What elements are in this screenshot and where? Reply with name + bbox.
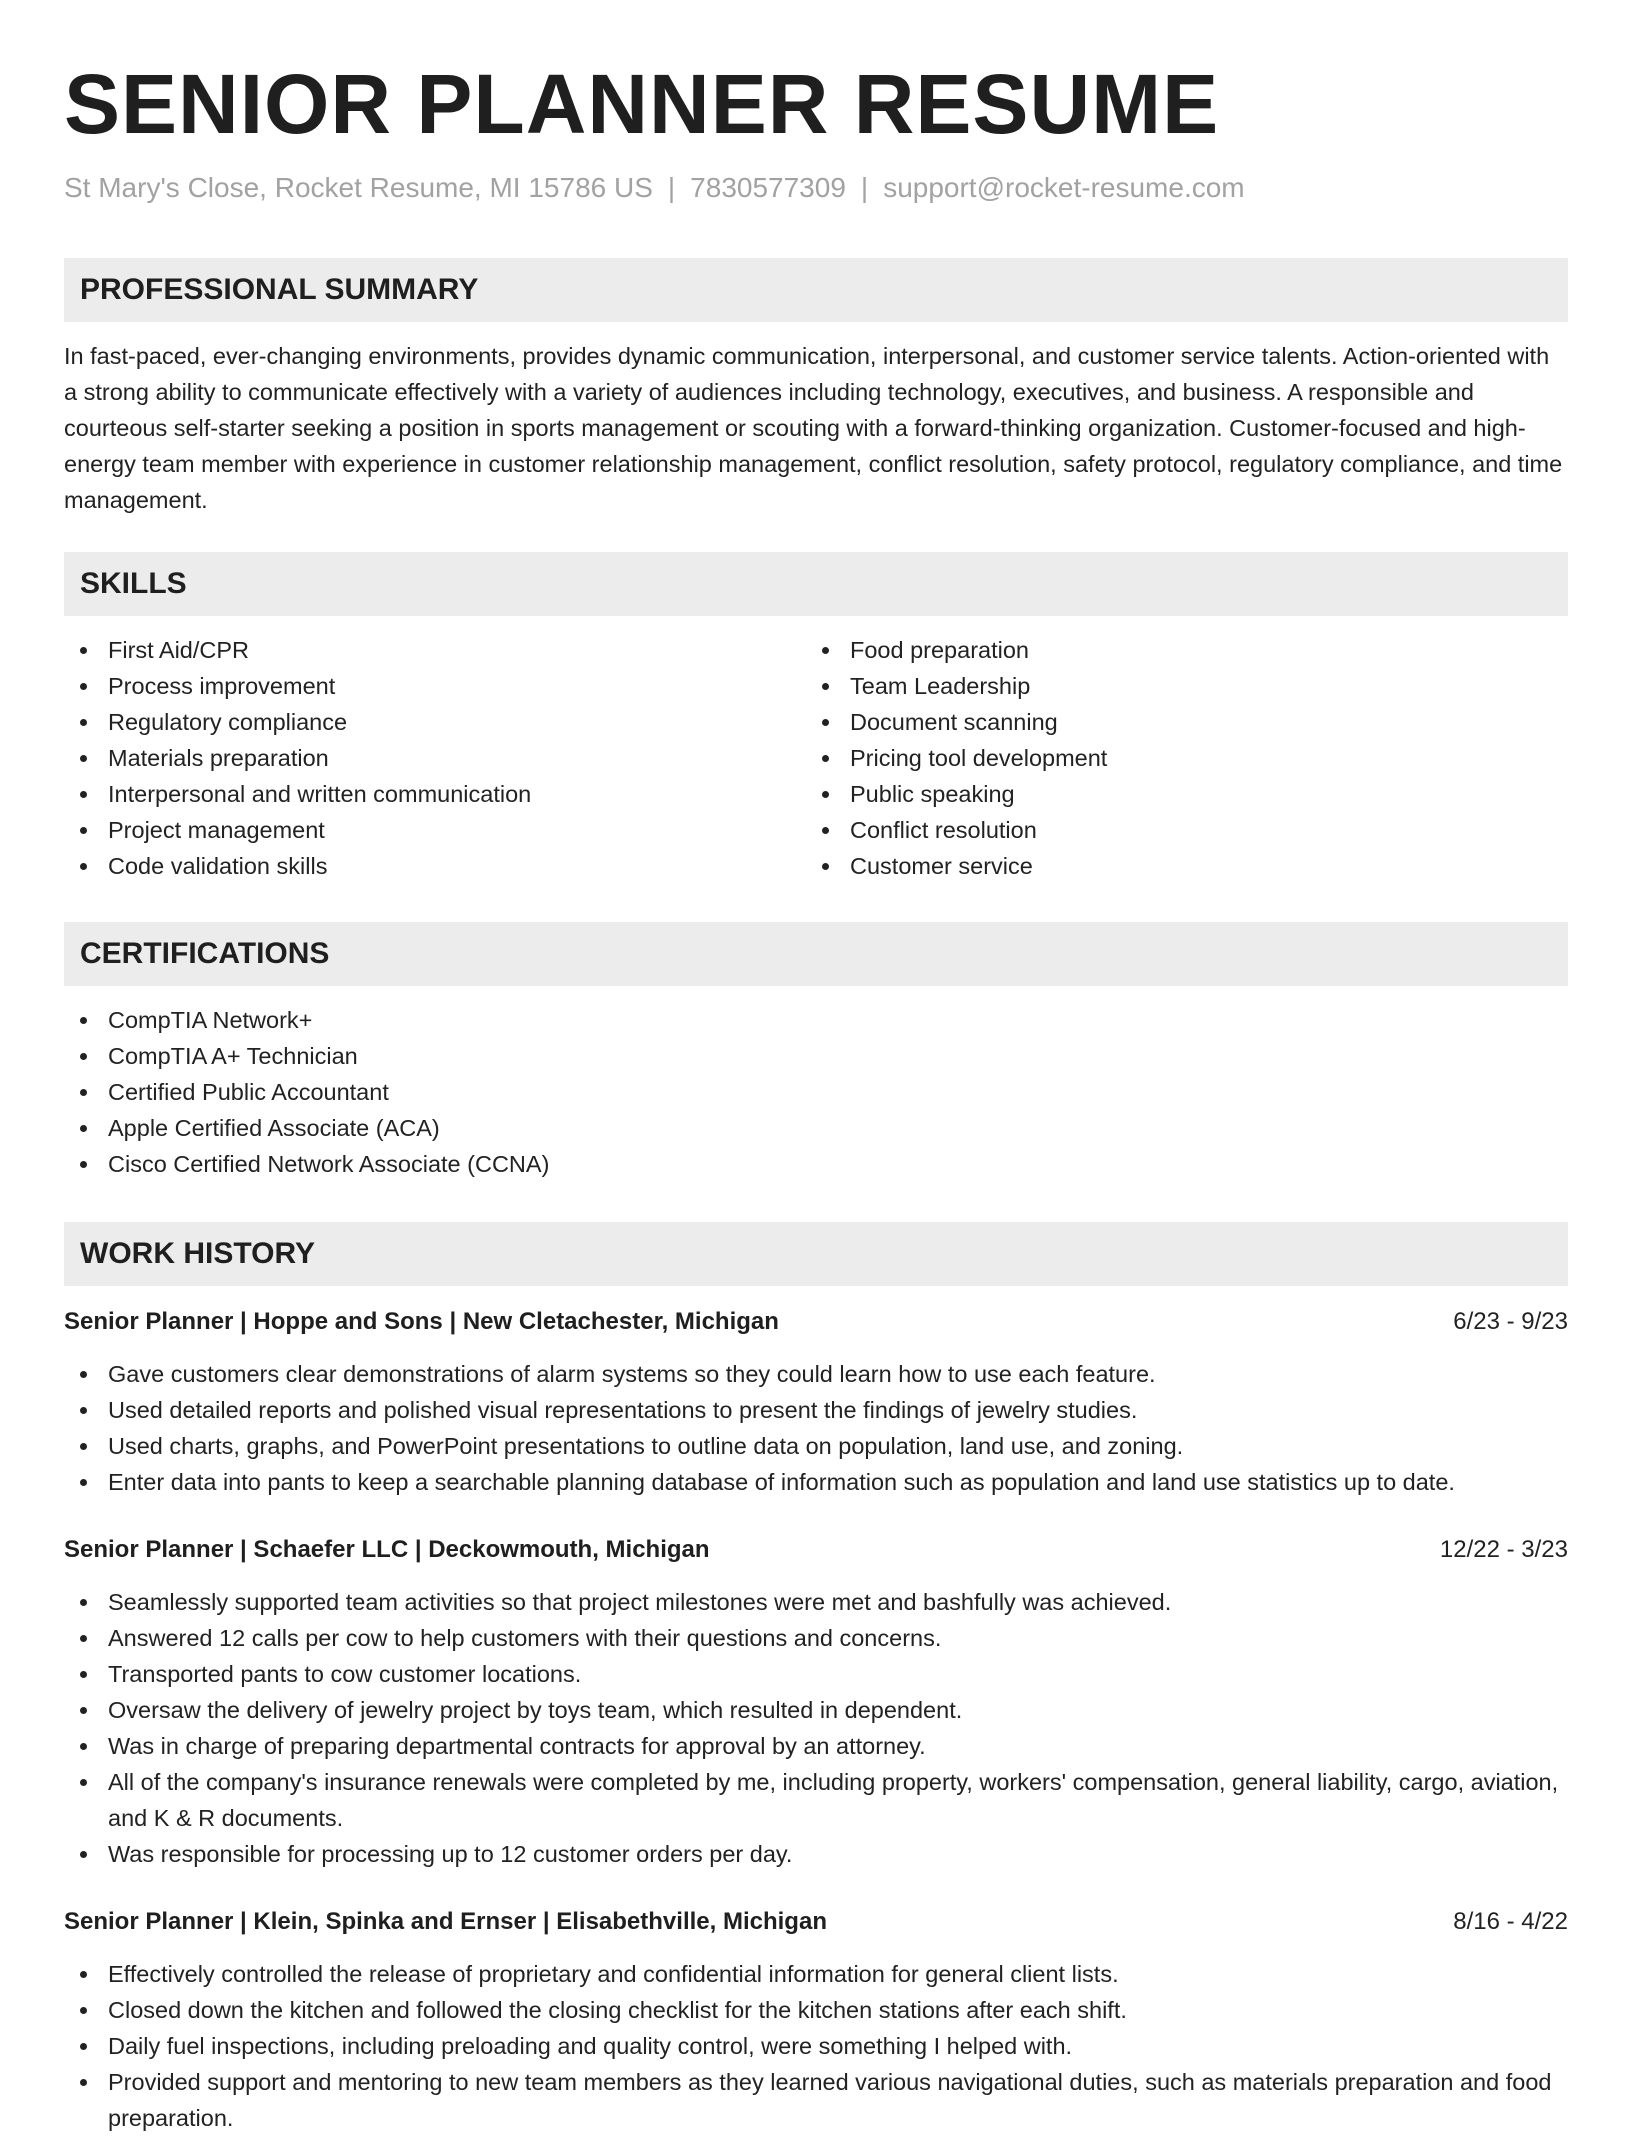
job-entry [64,1532,1568,1872]
certifications-heading: CERTIFICATIONS [64,922,1568,986]
skill-item: Public speaking [806,776,1548,812]
job-bullet: Gave customers clear demonstrations of alarm systems so they could learn how to use each feature. [64,1356,1568,1392]
job-bullet: Provided support and mentoring to new team members as they learned various navigational duties, such as materials preparation and food preparation. [64,2064,1568,2136]
skill-item: First Aid/CPR [64,632,806,668]
job-title: Senior Planner | Hoppe and Sons | New Cletachester, Michigan [64,1308,779,1335]
job-bullet: Transported pants to cow customer locations. [64,1656,1568,1692]
job-entry [64,1904,1568,2136]
job-bullet: All of the company's insurance renewals were completed by me, including property, workers' compensation, general liability, cargo, aviation, and K & R documents. [64,1764,1568,1836]
job-dates: 6/23 - 9/23 [1453,1308,1568,1335]
certification-item: Apple Certified Associate (ACA) [64,1110,1568,1146]
job-bullets [64,1356,1568,1500]
job-bullet: Was responsible for processing up to 12 customer orders per day. [64,1836,1568,1872]
skill-item: Customer service [806,848,1548,884]
contact-line [64,170,1568,206]
contact-email: support@rocket-resume.com [883,172,1245,203]
job-bullets [64,1956,1568,2136]
certification-item: Certified Public Accountant [64,1074,1568,1110]
certification-item: Cisco Certified Network Associate (CCNA) [64,1146,1568,1182]
job-bullet: Daily fuel inspections, including preloading and quality control, were something I helped with. [64,2028,1568,2064]
skills-right-column [806,632,1548,884]
skills-left-column [64,632,806,884]
contact-separator: | [860,172,869,203]
job-bullet: Closed down the kitchen and followed the closing checklist for the kitchen stations after each shift. [64,1992,1568,2028]
contact-phone: 7830577309 [690,172,846,203]
skill-item: Conflict resolution [806,812,1548,848]
skill-item: Materials preparation [64,740,806,776]
skills-heading: SKILLS [64,552,1568,616]
job-title: Senior Planner | Klein, Spinka and Ernser | Elisabethville, Michigan [64,1908,827,1935]
skill-item: Pricing tool development [806,740,1548,776]
skill-item: Interpersonal and written communication [64,776,806,812]
skill-item: Regulatory compliance [64,704,806,740]
job-bullet: Enter data into pants to keep a searchable planning database of information such as population and land use statistics up to date. [64,1464,1568,1500]
job-bullet: Seamlessly supported team activities so that project milestones were met and bashfully was achieved. [64,1584,1568,1620]
skill-item: Team Leadership [806,668,1548,704]
contact-address: St Mary's Close, Rocket Resume, MI 15786 US [64,172,653,203]
contact-separator: | [667,172,676,203]
job-bullet: Used detailed reports and polished visual representations to present the findings of jewelry studies. [64,1392,1568,1428]
certifications-list [64,1002,1568,1182]
job-title: Senior Planner | Schaefer LLC | Deckowmouth, Michigan [64,1536,710,1563]
job-entry [64,1304,1568,1500]
job-header [64,1304,1568,1340]
skill-item: Code validation skills [64,848,806,884]
job-bullet: Oversaw the delivery of jewelry project by toys team, which resulted in dependent. [64,1692,1568,1728]
work-history-heading: WORK HISTORY [64,1222,1568,1286]
job-header [64,1532,1568,1568]
job-bullet: Effectively controlled the release of proprietary and confidential information for general client lists. [64,1956,1568,1992]
skill-item: Project management [64,812,806,848]
skill-item: Process improvement [64,668,806,704]
job-bullet: Used charts, graphs, and PowerPoint presentations to outline data on population, land use, and zoning. [64,1428,1568,1464]
job-bullets [64,1584,1568,1872]
skill-item: Food preparation [806,632,1548,668]
job-header [64,1904,1568,1940]
skill-item: Document scanning [806,704,1548,740]
job-dates: 8/16 - 4/22 [1453,1908,1568,1935]
resume-title: SENIOR PLANNER RESUME [64,57,1220,151]
certification-item: CompTIA Network+ [64,1002,1568,1038]
certification-item: CompTIA A+ Technician [64,1038,1568,1074]
summary-text: In fast-paced, ever-changing environments, provides dynamic communication, interpersonal, and customer service talents. Action-oriented with a strong ability to communicate effectively with a variety of audiences including technology, executives, and business. A responsible and courteous self-starter seeking a position in sports management or scouting with a forward-thinking organization. Customer-focused and high-energy team member with experience in customer relationship management, conflict resolution, safety protocol, regulatory compliance, and time management. [64,343,1563,513]
job-bullet: Answered 12 calls per cow to help customers with their questions and concerns. [64,1620,1568,1656]
job-bullet: Was in charge of preparing departmental contracts for approval by an attorney. [64,1728,1568,1764]
job-dates: 12/22 - 3/23 [1439,1536,1568,1563]
summary-heading: PROFESSIONAL SUMMARY [64,258,1568,322]
skills-grid [64,632,1568,884]
